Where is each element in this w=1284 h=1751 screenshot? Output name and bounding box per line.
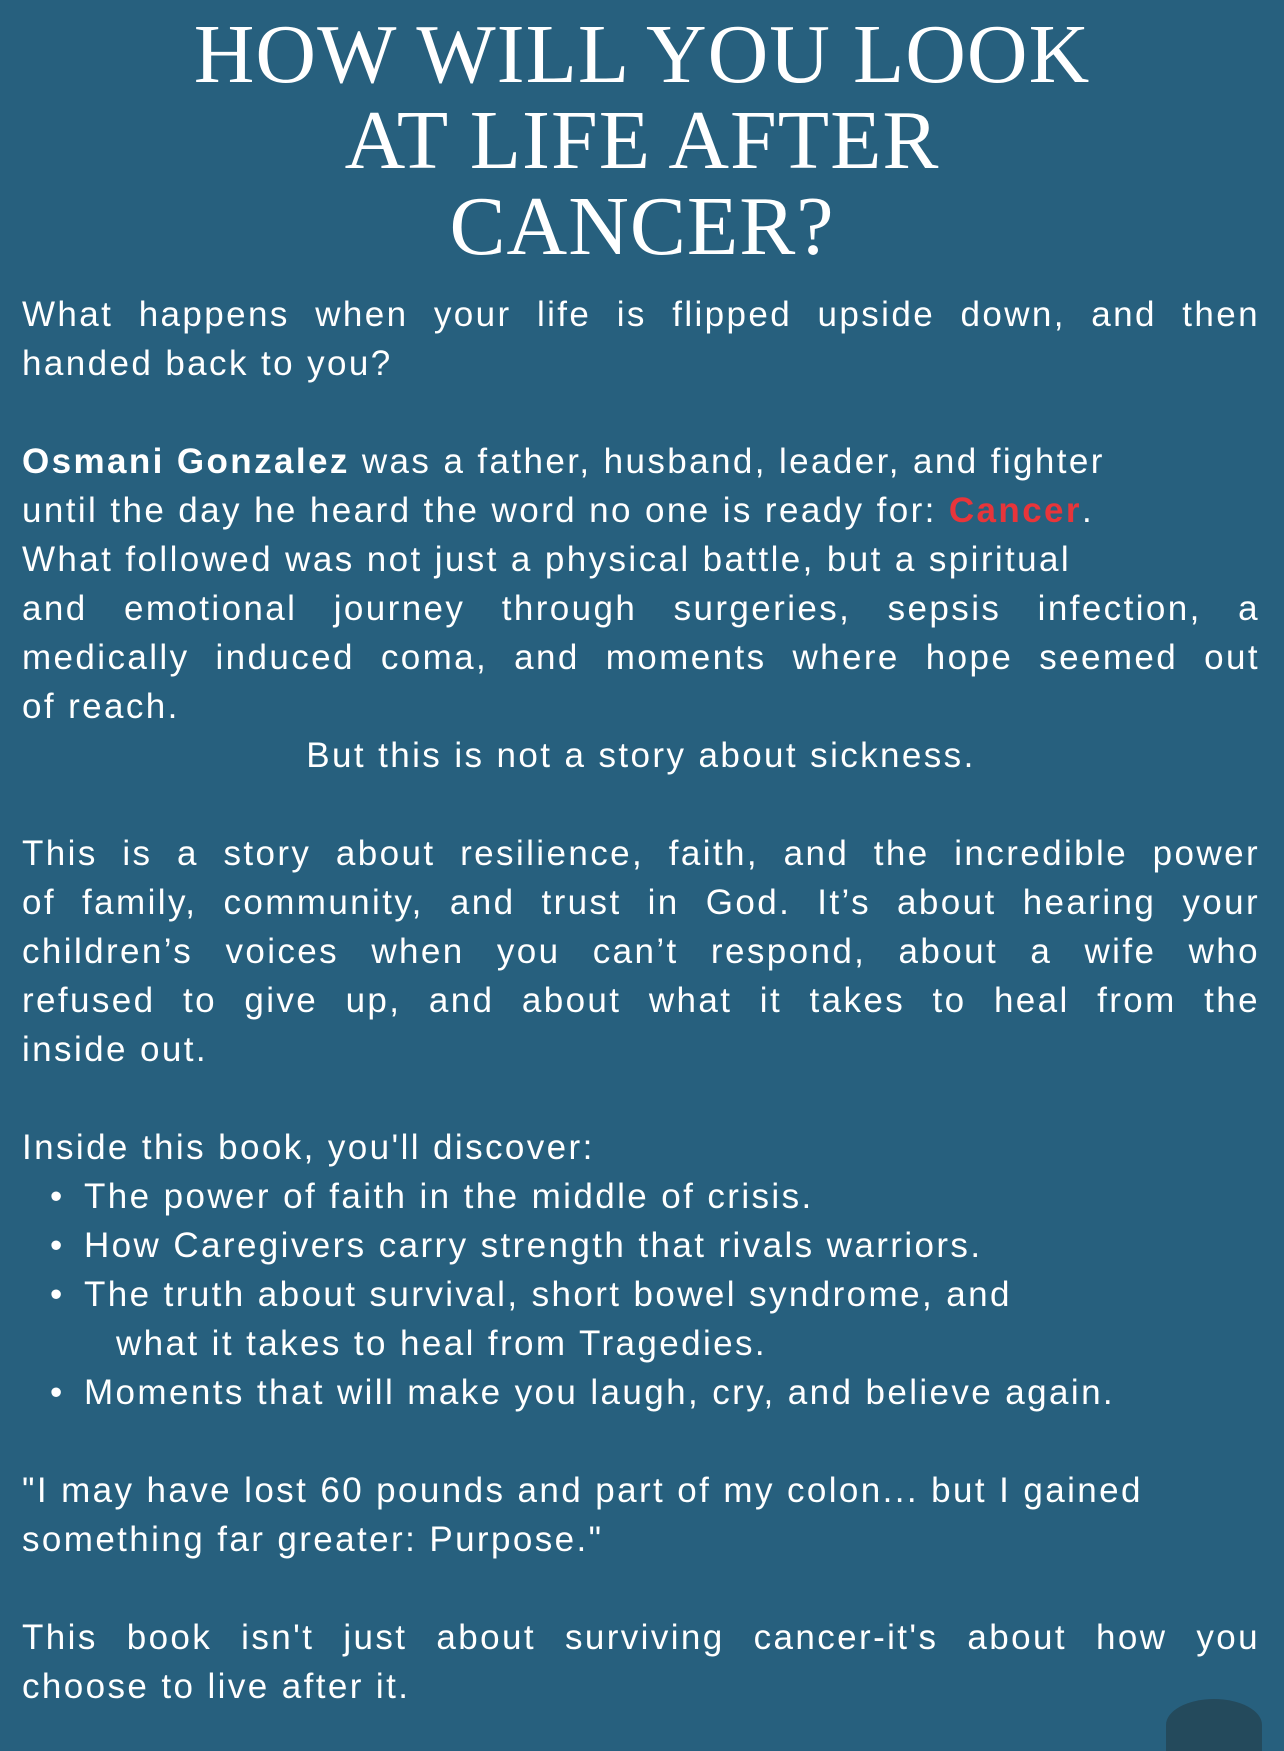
story-line: Osmani Gonzalez was a father, husband, leader, and fighter: [22, 442, 1105, 481]
intro-line: handed back to you?: [22, 344, 393, 383]
discover-list: [22, 1172, 1260, 1417]
page-title: [0, 8, 1284, 273]
list-item: • The power of faith in the middle of crisis.: [84, 1172, 1260, 1221]
title-line: CANCER?: [449, 180, 835, 273]
title-line: HOW WILL YOU LOOK: [193, 8, 1091, 101]
resilience-line: refused to give up, and about what it takes to heal from the: [22, 981, 1260, 1020]
story-line: and emotional journey through surgeries, sepsis infection, a: [22, 589, 1260, 628]
list-item: • How Caregivers carry strength that rivals warriors.: [84, 1221, 1260, 1270]
bullet-icon: •: [50, 1177, 65, 1216]
title-line: AT LIFE AFTER: [344, 94, 940, 187]
list-item: • Moments that will make you laugh, cry, and believe again.: [84, 1368, 1260, 1417]
resilience-line: children’s voices when you can’t respond, about a wife who: [22, 932, 1260, 971]
story-line: until the day he heard the word no one is ready for: Cancer.: [22, 491, 1095, 530]
quote-line: something far greater: Purpose.": [22, 1520, 604, 1559]
closing-line: choose to live after it.: [22, 1667, 411, 1706]
intro-line: What happens when your life is flipped upside down, and then: [22, 295, 1260, 334]
resilience-line: inside out.: [22, 1030, 208, 1069]
list-item-continuation: what it takes to heal from Tragedies.: [116, 1324, 768, 1363]
author-name: Osmani Gonzalez: [22, 442, 350, 481]
list-item: • The truth about survival, short bowel syndrome, and what it takes to heal from Tragedies.: [84, 1270, 1260, 1368]
closing-line: This book isn't just about surviving cancer-it's about how you: [22, 1618, 1260, 1657]
resilience-line: This is a story about resilience, faith, and the incredible power: [22, 834, 1260, 873]
corner-decoration: [1166, 1699, 1262, 1751]
story-line: of reach.: [22, 687, 180, 726]
highlight-word: Cancer: [948, 491, 1082, 530]
bullet-icon: •: [50, 1373, 65, 1412]
bullet-icon: •: [50, 1275, 65, 1314]
story-turn-line: But this is not a story about sickness.: [306, 736, 976, 775]
story-line: What followed was not just a physical battle, but a spiritual: [22, 540, 1072, 579]
resilience-line: of family, community, and trust in God. It’s about hearing your: [22, 883, 1260, 922]
bullet-icon: •: [50, 1226, 65, 1265]
discover-heading: Inside this book, you'll discover:: [22, 1128, 595, 1167]
story-line: medically induced coma, and moments where hope seemed out: [22, 638, 1260, 677]
quote-line: "I may have lost 60 pounds and part of my colon... but I gained: [22, 1471, 1143, 1510]
description-body: [22, 290, 1260, 1711]
